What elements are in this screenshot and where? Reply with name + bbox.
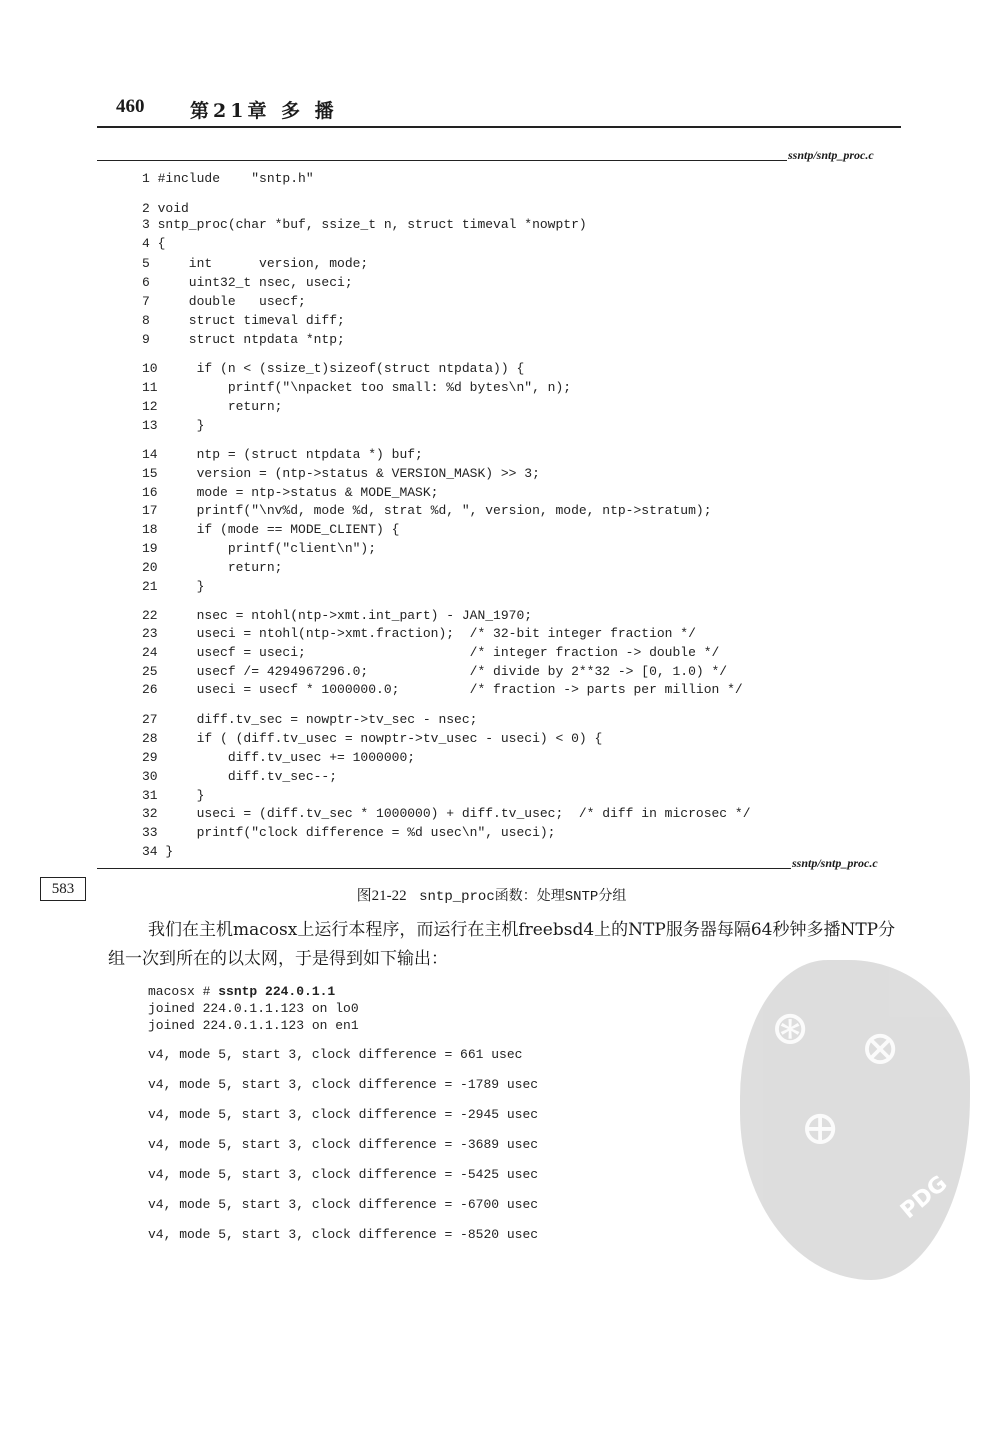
figure-caption	[0, 884, 983, 905]
code-line: 2 void	[142, 201, 189, 216]
code-line: 16 mode = ntp->status & MODE_MASK;	[142, 485, 439, 500]
code-line: 6 uint32_t nsec, useci;	[142, 275, 353, 290]
code-line: 20 return;	[142, 560, 283, 575]
output-line: v4, mode 5, start 3, clock difference = -6700 usec	[148, 1197, 539, 1212]
code-line: 17 printf("\nv%d, mode %d, strat %d, ", version, mode, ntp->stratum);	[142, 503, 712, 518]
figure-number: 图21-22	[356, 888, 407, 904]
code-line: 13 }	[142, 418, 205, 433]
stamp-glyph: ⊕	[800, 1100, 841, 1156]
code-line: 33 printf("clock difference = %d usec\n", useci);	[142, 825, 556, 840]
code-line: 19 printf("client\n");	[142, 541, 377, 556]
code-line: 3 sntp_proc(char *buf, ssize_t n, struct timeval *nowptr)	[142, 217, 587, 232]
output-line: v4, mode 5, start 3, clock difference = -2945 usec	[148, 1107, 539, 1122]
source-file-label-top: ssntp/sntp_proc.c	[788, 148, 874, 162]
code-line: 30 diff.tv_sec--;	[142, 769, 338, 784]
code-line: 34 }	[142, 844, 174, 859]
code-line: 27 diff.tv_sec = nowptr->tv_sec - nsec;	[142, 712, 478, 727]
code-line: 21 }	[142, 579, 205, 594]
code-line: 4 {	[142, 236, 166, 251]
margin-page-reference: 583	[40, 877, 86, 901]
code-line: 11 printf("\npacket too small: %d bytes\n", n);	[142, 380, 572, 395]
header-rule	[97, 126, 901, 128]
source-file-label-bottom: ssntp/sntp_proc.c	[792, 856, 878, 870]
output-line: v4, mode 5, start 3, clock difference = -5425 usec	[148, 1167, 539, 1182]
code-line: 26 useci = usecf * 1000000.0; /* fraction -> parts per million */	[142, 682, 743, 697]
code-line: 5 int version, mode;	[142, 256, 369, 271]
code-line: 29 diff.tv_usec += 1000000;	[142, 750, 416, 765]
output-line: v4, mode 5, start 3, clock difference = -3689 usec	[148, 1137, 539, 1152]
output-line: joined 224.0.1.1.123 on en1	[148, 1018, 359, 1033]
code-line: 24 usecf = useci; /* integer fraction -> double */	[142, 645, 720, 660]
code-line: 1 #include "sntp.h"	[142, 171, 314, 186]
code-line: 22 nsec = ntohl(ntp->xmt.int_part) - JAN_1970;	[142, 608, 533, 623]
code-line: 18 if (mode == MODE_CLIENT) {	[142, 522, 400, 537]
code-line: 9 struct ntpdata *ntp;	[142, 332, 345, 347]
code-line: 32 useci = (diff.tv_sec * 1000000) + diff.tv_usec; /* diff in microsec */	[142, 806, 751, 821]
code-line: 23 useci = ntohl(ntp->xmt.fraction); /* 32-bit integer fraction */	[142, 626, 696, 641]
stamp-text: PDG	[895, 1171, 952, 1224]
code-line: 12 return;	[142, 399, 283, 414]
watermark-stamp	[740, 960, 970, 1280]
command: ssntp 224.0.1.1	[218, 984, 336, 999]
stamp-glyph: ⊗	[860, 1020, 901, 1076]
command-line	[148, 983, 335, 1001]
code-top-rule	[97, 160, 787, 161]
body-paragraph: 我们在主机macosx上运行本程序，而运行在主机freebsd4上的NTP服务器每隔64秒钟多播NTP分组一次到所在的以太网，于是得到如下输出：	[108, 920, 896, 969]
output-line: v4, mode 5, start 3, clock difference = -1789 usec	[148, 1077, 539, 1092]
output-line: v4, mode 5, start 3, clock difference = -8520 usec	[148, 1227, 539, 1242]
code-line: 14 ntp = (struct ntpdata *) buf;	[142, 447, 423, 462]
code-line: 31 }	[142, 788, 205, 803]
code-bottom-rule	[97, 868, 791, 869]
code-line: 28 if ( (diff.tv_usec = nowptr->tv_usec - useci) < 0) {	[142, 731, 603, 746]
output-line: joined 224.0.1.1.123 on lo0	[148, 1001, 359, 1016]
code-line: 10 if (n < (ssize_t)sizeof(struct ntpdata)) {	[142, 361, 525, 376]
stamp-glyph: ⊛	[770, 1000, 811, 1056]
prompt: macosx #	[148, 984, 219, 999]
code-line: 25 usecf /= 4294967296.0; /* divide by 2**32 -> [0, 1.0) */	[142, 664, 728, 679]
code-line: 8 struct timeval diff;	[142, 313, 345, 328]
code-line: 7 double usecf;	[142, 294, 306, 309]
output-line: v4, mode 5, start 3, clock difference = 661 usec	[148, 1047, 523, 1062]
figure-caption-text: sntp_proc函数：处理SNTP分组	[419, 889, 627, 905]
chapter-title: 第21章 多 播	[190, 100, 338, 122]
code-line: 15 version = (ntp->status & VERSION_MASK) >> 3;	[142, 466, 540, 481]
page-number: 460	[116, 96, 145, 117]
